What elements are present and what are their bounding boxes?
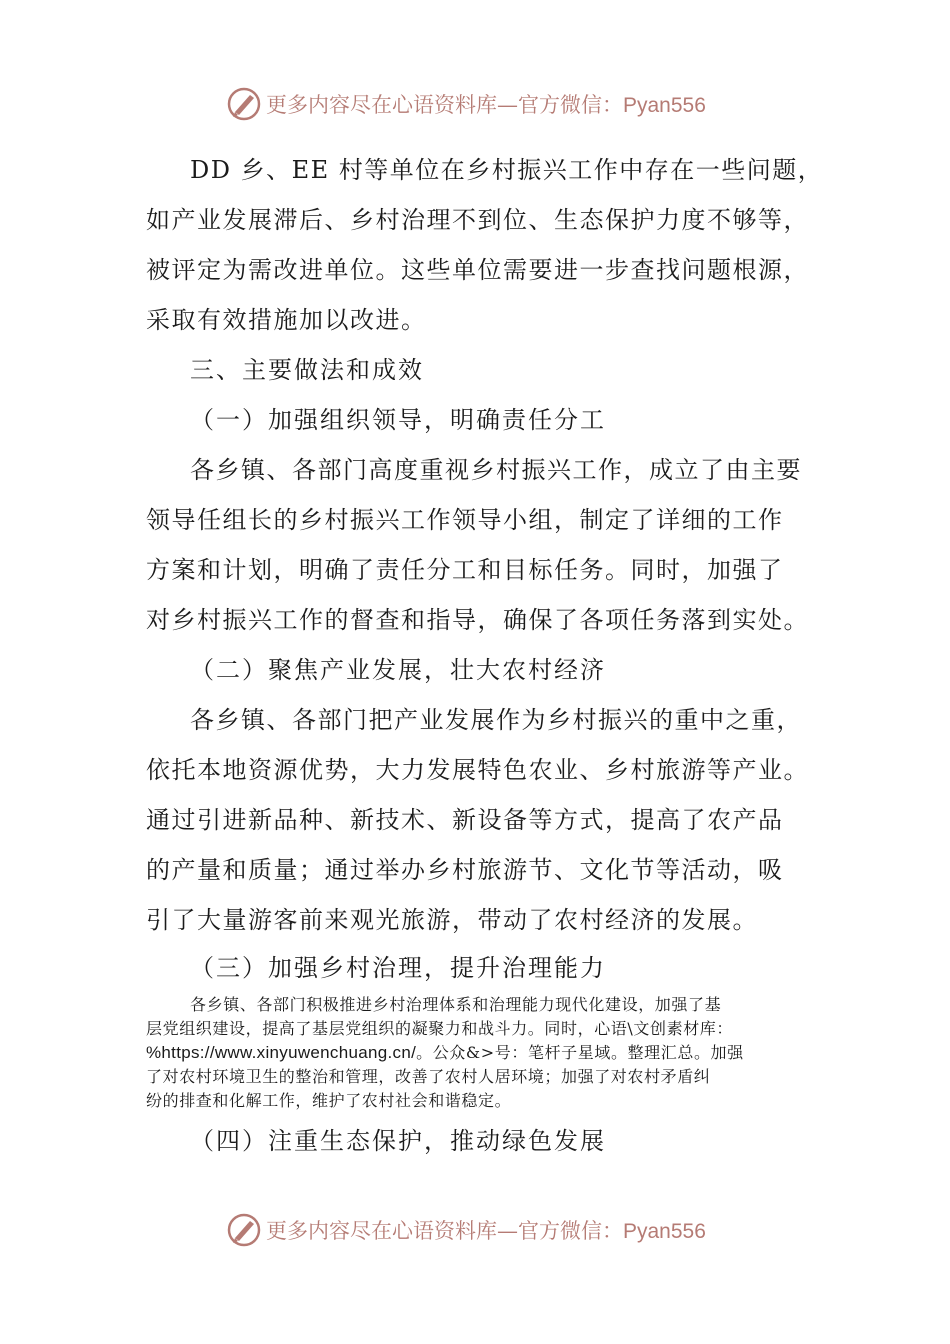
text-line: 引了大量游客前来观光旅游，带动了农村经济的发展。 (146, 906, 758, 934)
paragraph-organization (146, 445, 816, 645)
text-line: 了对农村环境卫生的整治和管理，改善了农村人居环境；加强了对农村矛盾纠 (146, 1067, 711, 1086)
text-line: 依托本地资源优势，大力发展特色农业、乡村旅游等产业。 (146, 756, 809, 784)
paragraph-problems (146, 145, 824, 345)
pen-logo-icon (226, 86, 262, 122)
text-line: DD 乡、EE 村等单位在乡村振兴工作中存在一些问题， (190, 156, 824, 184)
text-line: 纷的排查和化解工作，维护了农村社会和谐稳定。 (146, 1091, 512, 1110)
text-line: 的产量和质量；通过举办乡村旅游节、文化节等活动，吸 (146, 856, 784, 884)
subsection-heading-3: （三）加强乡村治理，提升治理能力 (190, 954, 606, 982)
section-heading-3: 三、主要做法和成效 (190, 356, 424, 384)
text-line: 各乡镇、各部门把产业发展作为乡村振兴的重中之重， (190, 706, 802, 734)
source-url: %https://www.xinyuwenchuang.cn/ (146, 1043, 417, 1062)
watermark-handle: Pyan556 (623, 1220, 706, 1243)
subsection-heading-1: （一）加强组织领导，明确责任分工 (190, 406, 606, 434)
text-line: 各乡镇、各部门高度重视乡村振兴工作，成立了由主要 (190, 456, 802, 484)
text-line: 领导任组长的乡村振兴工作领导小组，制定了详细的工作 (146, 506, 784, 534)
pen-logo-icon (226, 1212, 262, 1248)
watermark-banner-bottom (226, 1210, 706, 1250)
watermark-handle: Pyan556 (623, 94, 706, 117)
text-line: 采取有效措施加以改进。 (146, 306, 427, 334)
subsection-heading-2: （二）聚焦产业发展，壮大农村经济 (190, 656, 606, 684)
subsection-heading-4: （四）注重生态保护，推动绿色发展 (190, 1127, 606, 1155)
text-line: %https://www.xinyuwenchuang.cn/。公众&>号：笔杆子星域。整理汇总。加强 (146, 1043, 744, 1062)
watermark-text: 更多内容尽在心语资料库—官方微信：Pyan556 (266, 93, 706, 117)
text-line: 通过引进新品种、新技术、新设备等方式，提高了农产品 (146, 806, 784, 834)
text-line: 如产业发展滞后、乡村治理不到位、生态保护力度不够等， (146, 206, 809, 234)
text-line: 对乡村振兴工作的督查和指导，确保了各项任务落到实处。 (146, 606, 809, 634)
text-line: 层党组织建设，提高了基层党组织的凝聚力和战斗力。同时，心语\文创素材库： (146, 1019, 733, 1038)
watermark-banner-top (226, 84, 706, 124)
text-line: 各乡镇、各部门积极推进乡村治理体系和治理能力现代化建设，加强了基 (190, 995, 722, 1014)
paragraph-industry (146, 695, 816, 945)
watermark-text: 更多内容尽在心语资料库—官方微信：Pyan556 (266, 1219, 706, 1243)
text-line: 方案和计划，明确了责任分工和目标任务。同时，加强了 (146, 556, 784, 584)
paragraph-governance (146, 993, 816, 1113)
text-line: 被评定为需改进单位。这些单位需要进一步查找问题根源， (146, 256, 809, 284)
